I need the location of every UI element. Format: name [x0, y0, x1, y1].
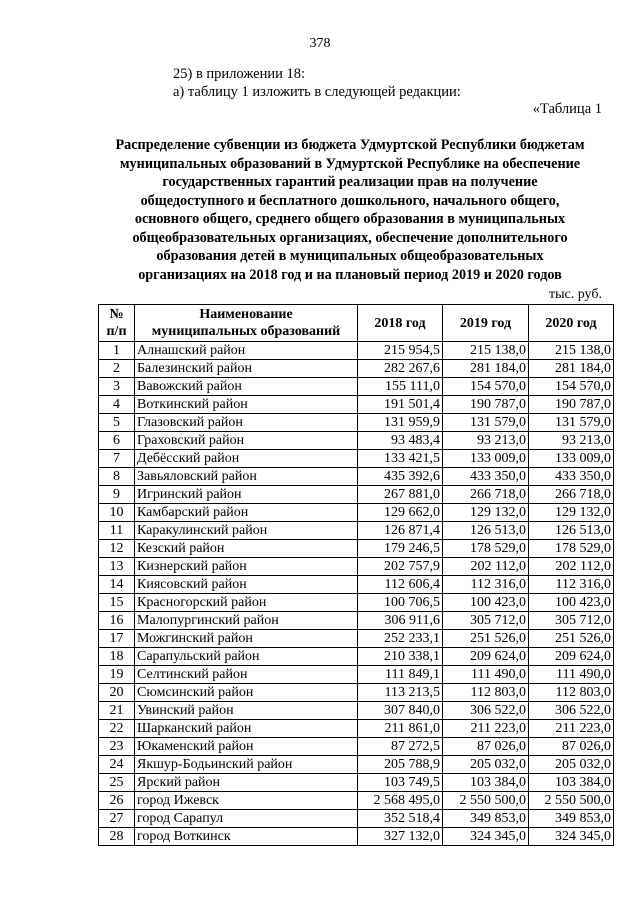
table-row: [99, 630, 614, 648]
value-2019: 129 132,0: [443, 504, 529, 522]
header-name: [135, 305, 358, 342]
value-2018: 307 840,0: [358, 702, 443, 720]
table-row: [99, 828, 614, 846]
municipality-name: Можгинский район: [135, 630, 358, 648]
value-2018: 215 954,5: [358, 342, 443, 360]
value-2020: 209 624,0: [529, 648, 614, 666]
municipality-name: Малопургинский район: [135, 612, 358, 630]
value-2020: 306 522,0: [529, 702, 614, 720]
value-2019: 93 213,0: [443, 432, 529, 450]
value-2018: 100 706,5: [358, 594, 443, 612]
subvention-table: [98, 304, 614, 846]
municipality-name: Селтинский район: [135, 666, 358, 684]
value-2019: 306 522,0: [443, 702, 529, 720]
row-number: 8: [99, 468, 135, 486]
row-number: 27: [99, 810, 135, 828]
page-number: 378: [309, 36, 331, 51]
value-2020: 211 223,0: [529, 720, 614, 738]
municipality-name: город Воткинск: [135, 828, 358, 846]
title-line: общеобразовательных организациях, обеспечение дополнительного: [132, 229, 568, 246]
value-2019: 111 490,0: [443, 666, 529, 684]
header-number: [99, 305, 135, 342]
intro-line-1: 25) в приложении 18:: [173, 66, 306, 82]
row-number: 13: [99, 558, 135, 576]
row-number: 20: [99, 684, 135, 702]
row-number: 1: [99, 342, 135, 360]
value-2018: 111 849,1: [358, 666, 443, 684]
table-row: [99, 360, 614, 378]
value-2018: 282 267,6: [358, 360, 443, 378]
value-2018: 252 233,1: [358, 630, 443, 648]
table-row: [99, 342, 614, 360]
value-2020: 305 712,0: [529, 612, 614, 630]
value-2018: 327 132,0: [358, 828, 443, 846]
title-line: Распределение субвенции из бюджета Удмуртской Республики бюджетам: [115, 137, 585, 153]
value-2018: 113 213,5: [358, 684, 443, 702]
row-number: 24: [99, 756, 135, 774]
title-line: образования детей в муниципальных общеобразовательных: [156, 248, 544, 264]
value-2019: 205 032,0: [443, 756, 529, 774]
value-2019: 112 803,0: [443, 684, 529, 702]
row-number: 28: [99, 828, 135, 846]
table-row: [99, 558, 614, 576]
header-number-line1: №: [109, 307, 124, 322]
value-2019: 87 026,0: [443, 738, 529, 756]
value-2018: 211 861,0: [358, 720, 443, 738]
municipality-name: Балезинский район: [135, 360, 358, 378]
row-number: 25: [99, 774, 135, 792]
row-number: 15: [99, 594, 135, 612]
header-2020: 2020 год: [529, 305, 614, 342]
title-line: общедоступного и бесплатного дошкольного, начального общего,: [140, 192, 560, 209]
value-2019: 215 138,0: [443, 342, 529, 360]
value-2020: 100 423,0: [529, 594, 614, 612]
municipality-name: Камбарский район: [135, 504, 358, 522]
value-2020: 112 803,0: [529, 684, 614, 702]
title-line: государственных гарантий реализации прав на получение: [162, 174, 538, 190]
value-2018: 93 483,4: [358, 432, 443, 450]
row-number: 7: [99, 450, 135, 468]
value-2019: 281 184,0: [443, 360, 529, 378]
value-2020: 126 513,0: [529, 522, 614, 540]
header-2018: 2018 год: [358, 305, 443, 342]
table-caption: «Таблица 1: [532, 101, 602, 117]
municipality-name: Кизнерский район: [135, 558, 358, 576]
value-2018: 103 749,5: [358, 774, 443, 792]
table-row: [99, 756, 614, 774]
value-2020: 111 490,0: [529, 666, 614, 684]
value-2018: 112 606,4: [358, 576, 443, 594]
row-number: 23: [99, 738, 135, 756]
table-header-row: [99, 305, 614, 342]
value-2020: 154 570,0: [529, 378, 614, 396]
value-2018: 205 788,9: [358, 756, 443, 774]
table-row: [99, 594, 614, 612]
municipality-name: Киясовский район: [135, 576, 358, 594]
table-row: [99, 432, 614, 450]
row-number: 21: [99, 702, 135, 720]
value-2020: 103 384,0: [529, 774, 614, 792]
municipality-name: Увинский район: [135, 702, 358, 720]
value-2019: 209 624,0: [443, 648, 529, 666]
value-2019: 266 718,0: [443, 486, 529, 504]
value-2019: 433 350,0: [443, 468, 529, 486]
municipality-name: Граховский район: [135, 432, 358, 450]
table-row: [99, 396, 614, 414]
row-number: 18: [99, 648, 135, 666]
value-2020: 266 718,0: [529, 486, 614, 504]
table-row: [99, 468, 614, 486]
value-2019: 190 787,0: [443, 396, 529, 414]
header-number-line2: п/п: [106, 324, 127, 339]
units-label: тыс. руб.: [549, 287, 602, 302]
municipality-name: Ярский район: [135, 774, 358, 792]
value-2018: 126 871,4: [358, 522, 443, 540]
row-number: 6: [99, 432, 135, 450]
municipality-name: Сюмсинский район: [135, 684, 358, 702]
value-2019: 154 570,0: [443, 378, 529, 396]
row-number: 17: [99, 630, 135, 648]
title-line: основного общего, среднего общего образования в муниципальных: [134, 211, 566, 227]
header-name-line1: Наименование: [199, 307, 293, 322]
municipality-name: Красногорский район: [135, 594, 358, 612]
table-row: [99, 702, 614, 720]
intro-line-2: а) таблицу 1 изложить в следующей редакции:: [173, 84, 461, 100]
value-2018: 202 757,9: [358, 558, 443, 576]
row-number: 4: [99, 396, 135, 414]
table-row: [99, 684, 614, 702]
municipality-name: Кезский район: [135, 540, 358, 558]
value-2019: 103 384,0: [443, 774, 529, 792]
value-2018: 435 392,6: [358, 468, 443, 486]
value-2019: 211 223,0: [443, 720, 529, 738]
value-2019: 2 550 500,0: [443, 792, 529, 810]
value-2020: 324 345,0: [529, 828, 614, 846]
municipality-name: Алнашский район: [135, 342, 358, 360]
table-row: [99, 522, 614, 540]
municipality-name: Шарканский район: [135, 720, 358, 738]
municipality-name: Якшур-Бодьинский район: [135, 756, 358, 774]
table-row: [99, 720, 614, 738]
value-2020: 93 213,0: [529, 432, 614, 450]
municipality-name: Юкаменский район: [135, 738, 358, 756]
row-number: 22: [99, 720, 135, 738]
municipality-name: Глазовский район: [135, 414, 358, 432]
value-2019: 178 529,0: [443, 540, 529, 558]
value-2019: 202 112,0: [443, 558, 529, 576]
table-row: [99, 792, 614, 810]
municipality-name: Завьяловский район: [135, 468, 358, 486]
row-number: 9: [99, 486, 135, 504]
value-2018: 133 421,5: [358, 450, 443, 468]
value-2018: 87 272,5: [358, 738, 443, 756]
value-2019: 126 513,0: [443, 522, 529, 540]
value-2018: 129 662,0: [358, 504, 443, 522]
value-2018: 155 111,0: [358, 378, 443, 396]
value-2018: 267 881,0: [358, 486, 443, 504]
row-number: 12: [99, 540, 135, 558]
row-number: 14: [99, 576, 135, 594]
value-2020: 133 009,0: [529, 450, 614, 468]
municipality-name: Сарапульский район: [135, 648, 358, 666]
value-2019: 349 853,0: [443, 810, 529, 828]
value-2018: 210 338,1: [358, 648, 443, 666]
table-row: [99, 648, 614, 666]
row-number: 19: [99, 666, 135, 684]
value-2020: 215 138,0: [529, 342, 614, 360]
table-row: [99, 774, 614, 792]
value-2018: 131 959,9: [358, 414, 443, 432]
value-2018: 306 911,6: [358, 612, 443, 630]
table-row: [99, 378, 614, 396]
value-2020: 190 787,0: [529, 396, 614, 414]
table-row: [99, 486, 614, 504]
table-row: [99, 738, 614, 756]
value-2019: 324 345,0: [443, 828, 529, 846]
title-line: организациях на 2018 год и на плановый период 2019 и 2020 годов: [138, 266, 562, 283]
table-row: [99, 666, 614, 684]
value-2020: 87 026,0: [529, 738, 614, 756]
row-number: 3: [99, 378, 135, 396]
document-title: [90, 136, 610, 284]
table-row: [99, 612, 614, 630]
row-number: 5: [99, 414, 135, 432]
table-row: [99, 450, 614, 468]
municipality-name: Вавожский район: [135, 378, 358, 396]
value-2020: 281 184,0: [529, 360, 614, 378]
value-2020: 2 550 500,0: [529, 792, 614, 810]
municipality-name: Воткинский район: [135, 396, 358, 414]
value-2020: 433 350,0: [529, 468, 614, 486]
value-2020: 178 529,0: [529, 540, 614, 558]
table-row: [99, 504, 614, 522]
value-2019: 305 712,0: [443, 612, 529, 630]
municipality-name: Игринский район: [135, 486, 358, 504]
value-2018: 2 568 495,0: [358, 792, 443, 810]
value-2018: 191 501,4: [358, 396, 443, 414]
table-row: [99, 576, 614, 594]
value-2019: 133 009,0: [443, 450, 529, 468]
table-body: [99, 342, 614, 846]
value-2020: 129 132,0: [529, 504, 614, 522]
value-2019: 251 526,0: [443, 630, 529, 648]
table-row: [99, 810, 614, 828]
header-2019: 2019 год: [443, 305, 529, 342]
value-2018: 179 246,5: [358, 540, 443, 558]
value-2019: 112 316,0: [443, 576, 529, 594]
header-name-line2: муниципальных образований: [151, 324, 341, 339]
table-row: [99, 414, 614, 432]
row-number: 26: [99, 792, 135, 810]
value-2020: 202 112,0: [529, 558, 614, 576]
row-number: 16: [99, 612, 135, 630]
value-2020: 205 032,0: [529, 756, 614, 774]
value-2018: 352 518,4: [358, 810, 443, 828]
row-number: 11: [99, 522, 135, 540]
row-number: 2: [99, 360, 135, 378]
value-2020: 349 853,0: [529, 810, 614, 828]
municipality-name: Каракулинский район: [135, 522, 358, 540]
value-2019: 100 423,0: [443, 594, 529, 612]
value-2019: 131 579,0: [443, 414, 529, 432]
table-row: [99, 540, 614, 558]
row-number: 10: [99, 504, 135, 522]
municipality-name: город Ижевск: [135, 792, 358, 810]
value-2020: 112 316,0: [529, 576, 614, 594]
value-2020: 251 526,0: [529, 630, 614, 648]
value-2020: 131 579,0: [529, 414, 614, 432]
municipality-name: Дебёсский район: [135, 450, 358, 468]
municipality-name: город Сарапул: [135, 810, 358, 828]
title-line: муниципальных образований в Удмуртской Республике на обеспечение: [119, 155, 581, 172]
